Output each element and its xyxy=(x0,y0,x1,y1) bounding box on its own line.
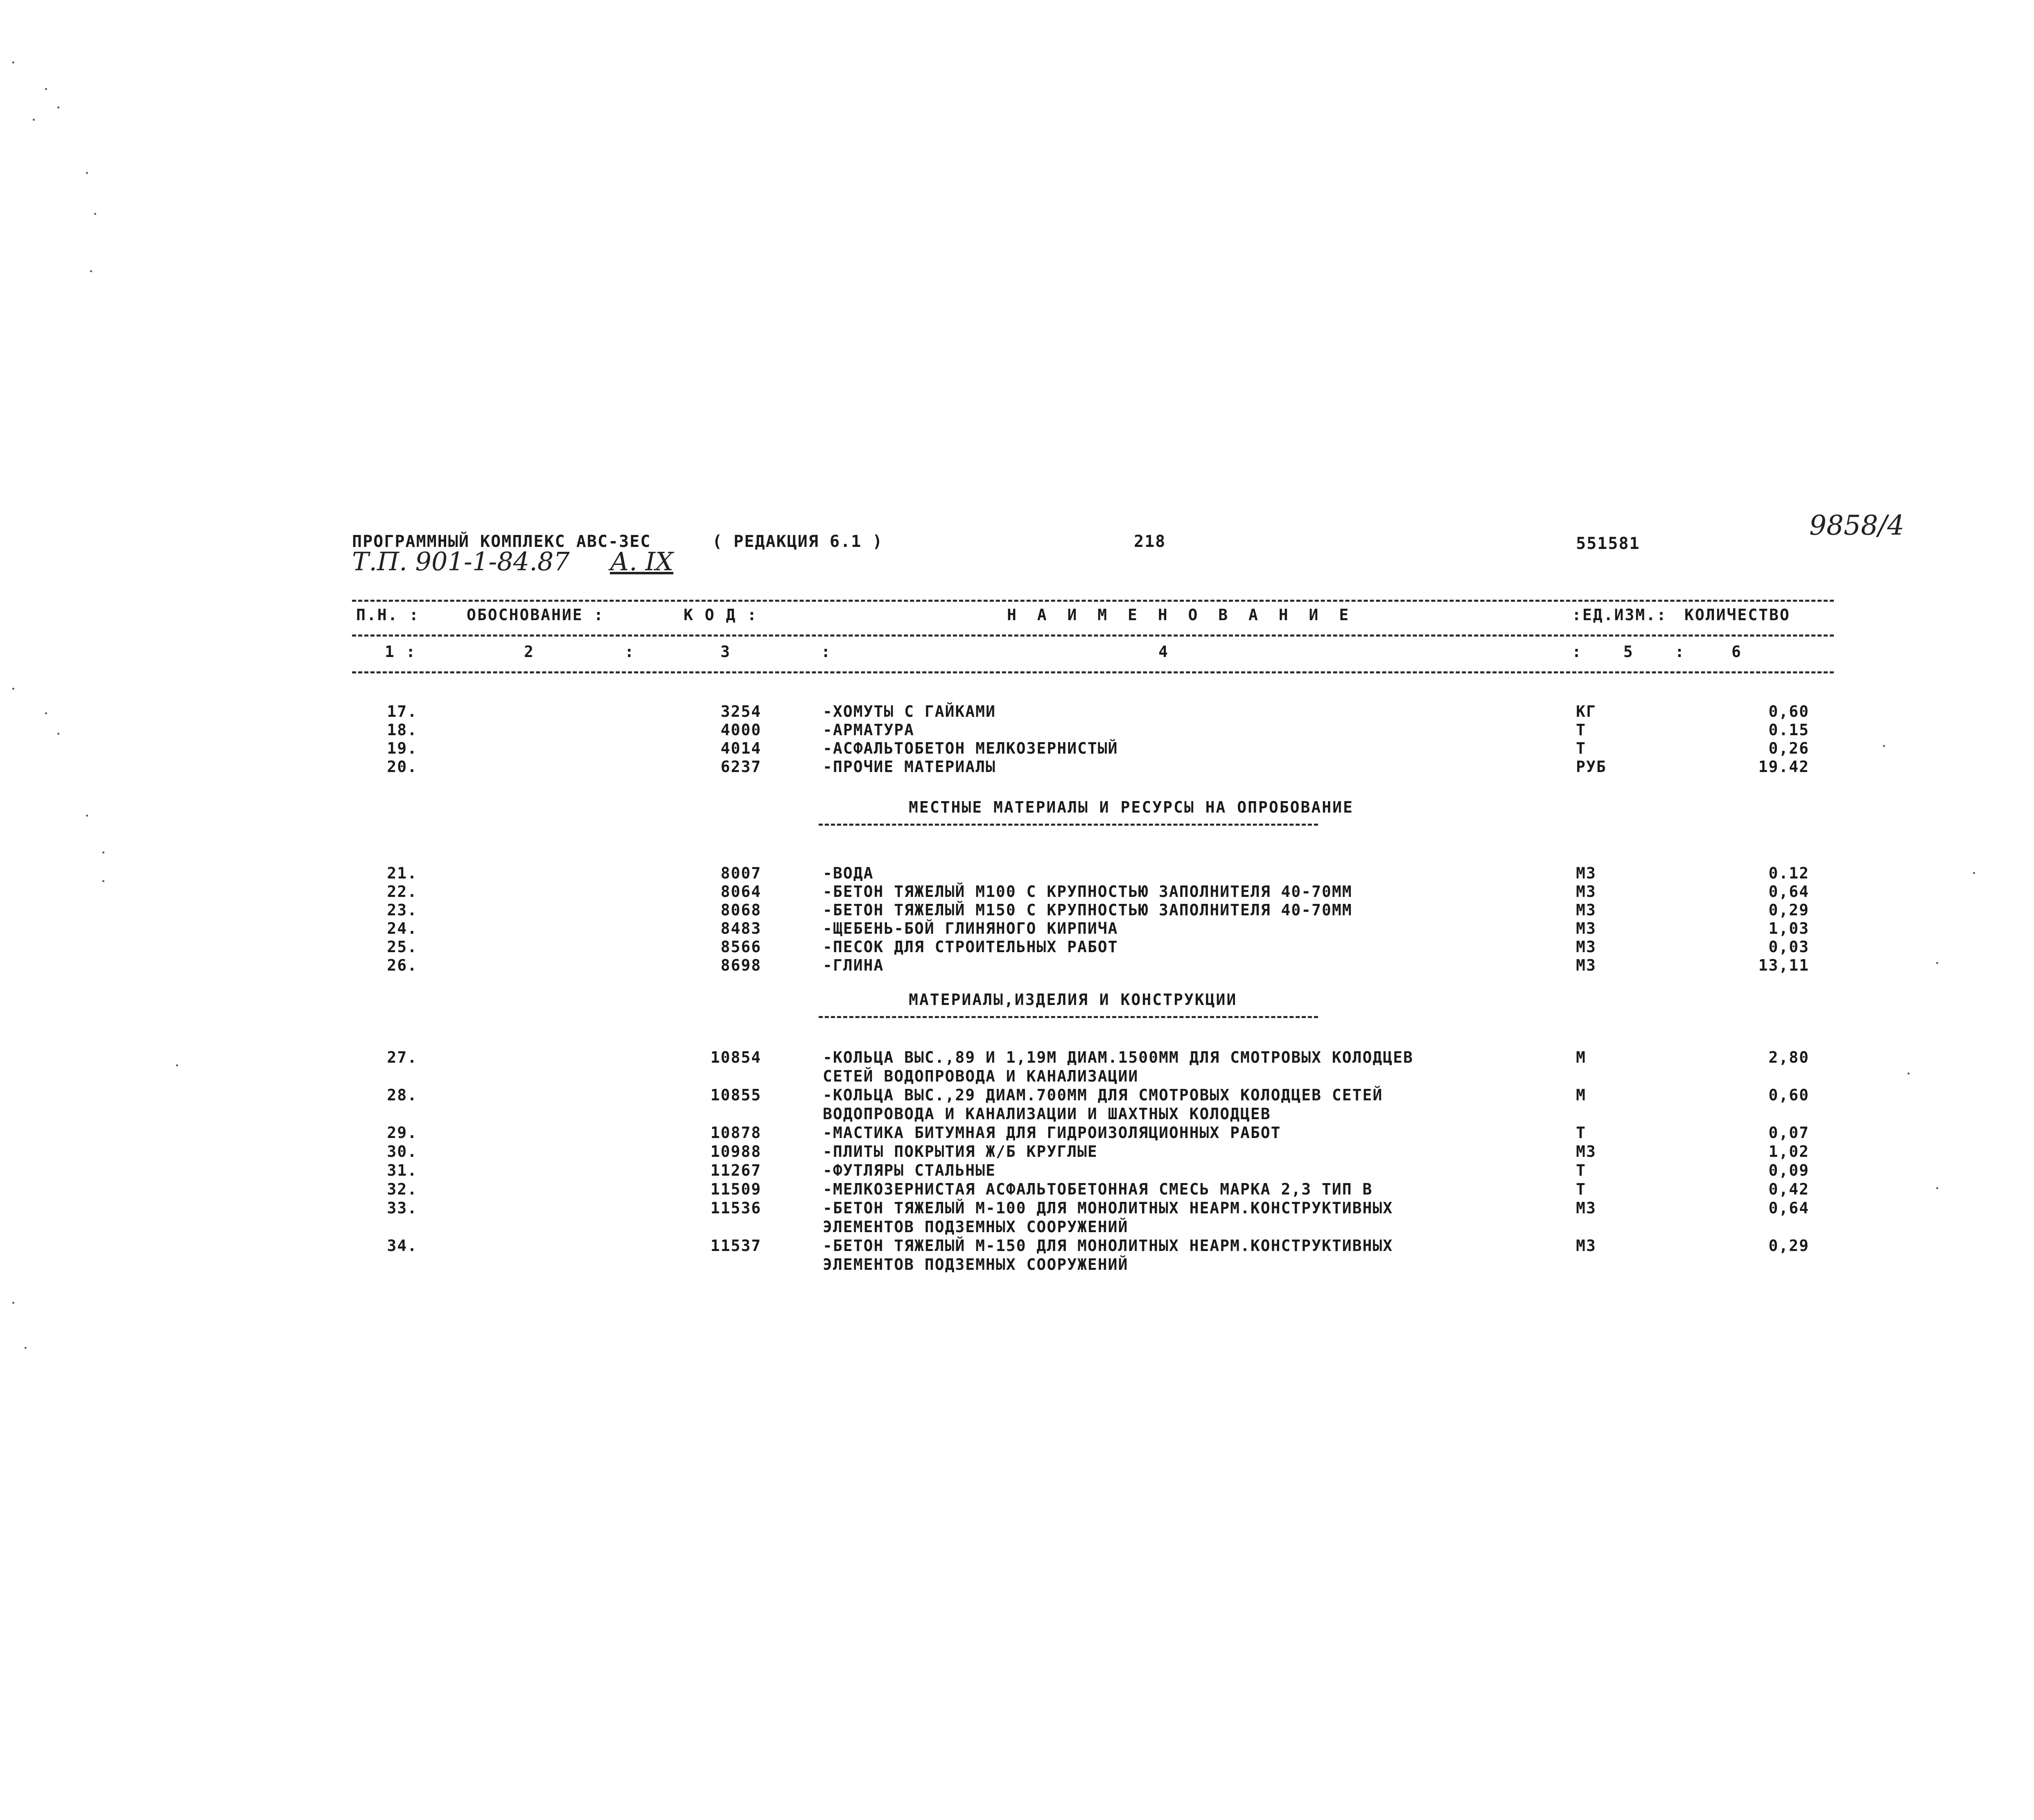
row-quantity: 0,60 xyxy=(1768,702,1809,720)
row-name: -ХОМУТЫ С ГАЙКАМИ xyxy=(823,702,996,720)
row-unit: М xyxy=(1576,1086,1586,1104)
row-unit: Т xyxy=(1576,1161,1586,1179)
edition-label: ( РЕДАКЦИЯ 6.1 ) xyxy=(712,532,883,551)
col-number-6: 6 xyxy=(1731,643,1742,661)
table-row xyxy=(0,720,2034,739)
row-number: 28. xyxy=(387,1086,418,1104)
page-number: 218 xyxy=(1134,532,1166,551)
row-unit: Т xyxy=(1576,739,1586,757)
row-name: -АСФАЛЬТОБЕТОН МЕЛКОЗЕРНИСТЫЙ xyxy=(823,739,1118,757)
doc-code: 551581 xyxy=(1576,534,1640,553)
row-number: 33. xyxy=(387,1199,418,1217)
row-name: -БЕТОН ТЯЖЕЛЫЙ М100 С КРУПНОСТЬЮ ЗАПОЛНИТЕЛЯ 40-70ММ xyxy=(823,883,1352,901)
table-row xyxy=(0,956,2034,975)
row-name-continuation: СЕТЕЙ ВОДОПРОВОДА И КАНАЛИЗАЦИИ xyxy=(823,1067,1139,1085)
row-name-continuation: ЭЛЕМЕНТОВ ПОДЗЕМНЫХ СООРУЖЕНИЙ xyxy=(823,1255,1129,1274)
row-unit: М3 xyxy=(1576,901,1596,919)
handwritten-sheet-mark: 9858/4 xyxy=(1809,510,1905,541)
table-row xyxy=(0,1180,2034,1199)
row-number: 32. xyxy=(387,1180,418,1198)
row-unit: Т xyxy=(1576,721,1586,739)
row-unit: М3 xyxy=(1576,956,1596,974)
table-row xyxy=(0,1161,2034,1180)
row-quantity: 0.15 xyxy=(1768,721,1809,739)
col-header-pn: П.Н. : xyxy=(356,606,420,624)
row-number: 34. xyxy=(387,1237,418,1255)
row-quantity: 0,09 xyxy=(1768,1161,1809,1179)
table-row xyxy=(0,1236,2034,1274)
row-unit: М3 xyxy=(1576,864,1596,882)
row-name: -БЕТОН ТЯЖЕЛЫЙ М150 С КРУПНОСТЬЮ ЗАПОЛНИТЕЛЯ 40-70ММ xyxy=(823,901,1352,919)
row-name: -ЩЕБЕНЬ-БОЙ ГЛИНЯНОГО КИРПИЧА xyxy=(823,919,1118,937)
row-code: 8483 xyxy=(720,919,761,937)
scan-speck xyxy=(102,851,104,854)
row-code: 11509 xyxy=(710,1180,761,1198)
scan-speck xyxy=(45,88,47,90)
row-number: 29. xyxy=(387,1124,418,1142)
row-unit: М3 xyxy=(1576,1237,1596,1255)
scan-speck xyxy=(90,270,92,272)
row-name-continuation: ЭЛЕМЕНТОВ ПОДЗЕМНЫХ СООРУЖЕНИЙ xyxy=(823,1218,1129,1236)
row-code: 11267 xyxy=(710,1161,761,1179)
col-header-basis: ОБОСНОВАНИЕ : xyxy=(467,606,605,624)
row-unit: М3 xyxy=(1576,883,1596,901)
row-name: -ПЕСОК ДЛЯ СТРОИТЕЛЬНЫХ РАБОТ xyxy=(823,938,1118,956)
row-quantity: 0,29 xyxy=(1768,1237,1809,1255)
row-code: 10878 xyxy=(710,1124,761,1142)
row-unit: Т xyxy=(1576,1180,1586,1198)
row-quantity: 13,11 xyxy=(1758,956,1809,974)
row-quantity: 0.12 xyxy=(1768,864,1809,882)
row-number: 24. xyxy=(387,919,418,937)
section-title-local-materials: МЕСТНЫЕ МАТЕРИАЛЫ И РЕСУРСЫ НА ОПРОБОВАНИЕ xyxy=(909,798,1354,816)
scan-speck xyxy=(12,61,14,63)
row-code: 8064 xyxy=(720,883,761,901)
col-number-4: 4 xyxy=(1158,643,1169,661)
table-top-rule xyxy=(352,600,1834,602)
row-code: 8566 xyxy=(720,938,761,956)
row-name: -БЕТОН ТЯЖЕЛЫЙ М-100 ДЛЯ МОНОЛИТНЫХ НЕАРМ.КОНСТРУКТИВНЫХ xyxy=(823,1199,1393,1217)
row-quantity: 0,26 xyxy=(1768,739,1809,757)
row-unit: РУБ xyxy=(1576,758,1607,776)
row-quantity: 0,07 xyxy=(1768,1124,1809,1142)
row-number: 19. xyxy=(387,739,418,757)
table-row xyxy=(0,739,2034,758)
row-number: 20. xyxy=(387,758,418,776)
row-unit: М3 xyxy=(1576,1199,1596,1217)
row-name-continuation: ВОДОПРОВОДА И КАНАЛИЗАЦИИ И ШАХТНЫХ КОЛОДЦЕВ xyxy=(823,1105,1271,1123)
row-quantity: 2,80 xyxy=(1768,1048,1809,1066)
row-code: 6237 xyxy=(720,758,761,776)
scan-speck xyxy=(12,1302,14,1304)
table-row xyxy=(0,919,2034,938)
row-number: 31. xyxy=(387,1161,418,1179)
row-number: 23. xyxy=(387,901,418,919)
col-number-2: 2 : xyxy=(524,643,675,661)
table-row xyxy=(0,1086,2034,1123)
row-code: 8007 xyxy=(720,864,761,882)
row-code: 4000 xyxy=(720,721,761,739)
row-code: 10988 xyxy=(710,1143,761,1161)
table-row xyxy=(0,901,2034,919)
row-quantity: 1,02 xyxy=(1768,1143,1809,1161)
row-name: -МЕЛКОЗЕРНИСТАЯ АСФАЛЬТОБЕТОННАЯ СМЕСЬ МАРКА 2,3 ТИП В xyxy=(823,1180,1373,1198)
handwritten-album-number: А. IX xyxy=(610,546,673,576)
row-code: 8068 xyxy=(720,901,761,919)
col-number-1: 1 : xyxy=(385,643,417,661)
table-row xyxy=(0,937,2034,956)
col-number-3: 3 : xyxy=(720,643,871,661)
row-quantity: 1,03 xyxy=(1768,919,1809,937)
row-quantity: 0,29 xyxy=(1768,901,1809,919)
table-row xyxy=(0,1123,2034,1142)
table-row xyxy=(0,864,2034,883)
row-number: 25. xyxy=(387,938,418,956)
row-number: 30. xyxy=(387,1143,418,1161)
scan-speck xyxy=(94,213,96,215)
row-number: 22. xyxy=(387,883,418,901)
row-name: -БЕТОН ТЯЖЕЛЫЙ М-150 ДЛЯ МОНОЛИТНЫХ НЕАРМ.КОНСТРУКТИВНЫХ xyxy=(823,1237,1393,1255)
row-name: -МАСТИКА БИТУМНАЯ ДЛЯ ГИДРОИЗОЛЯЦИОННЫХ РАБОТ xyxy=(823,1124,1281,1142)
table-row xyxy=(0,882,2034,901)
row-number: 18. xyxy=(387,721,418,739)
col-header-quantity: КОЛИЧЕСТВО xyxy=(1684,606,1790,624)
section-underline xyxy=(819,1016,1318,1018)
col-number-5: : 5 : xyxy=(1572,643,1701,661)
row-number: 26. xyxy=(387,956,418,974)
scan-speck xyxy=(86,172,88,174)
row-code: 11537 xyxy=(710,1237,761,1255)
row-quantity: 0,42 xyxy=(1768,1180,1809,1198)
row-name: -КОЛЬЦА ВЫС.,29 ДИАМ.700ММ ДЛЯ СМОТРОВЫХ КОЛОДЦЕВ СЕТЕЙ xyxy=(823,1086,1383,1104)
row-unit: Т xyxy=(1576,1124,1586,1142)
scan-speck xyxy=(86,815,88,817)
table-header-rule xyxy=(352,635,1834,637)
row-quantity: 0,60 xyxy=(1768,1086,1809,1104)
row-number: 21. xyxy=(387,864,418,882)
row-name: -ГЛИНА xyxy=(823,956,884,974)
row-code: 10855 xyxy=(710,1086,761,1104)
row-quantity: 19.42 xyxy=(1758,758,1809,776)
col-header-code: К О Д : xyxy=(684,606,758,624)
table-row xyxy=(0,1199,2034,1236)
row-number: 27. xyxy=(387,1048,418,1066)
scan-speck xyxy=(33,119,35,121)
col-header-unit: :ЕД.ИЗМ.: xyxy=(1572,606,1667,624)
row-unit: М3 xyxy=(1576,919,1596,937)
row-name: -АРМАТУРА xyxy=(823,721,914,739)
row-code: 10854 xyxy=(710,1048,761,1066)
scan-speck xyxy=(57,106,59,108)
row-unit: М xyxy=(1576,1048,1586,1066)
row-code: 11536 xyxy=(710,1199,761,1217)
table-row xyxy=(0,757,2034,776)
table-header-bottom-rule xyxy=(352,671,1834,673)
row-quantity: 0,64 xyxy=(1768,1199,1809,1217)
row-quantity: 0,03 xyxy=(1768,938,1809,956)
row-code: 8698 xyxy=(720,956,761,974)
handwritten-project-number: Т.П. 901-1-84.87 xyxy=(352,546,570,576)
row-number: 17. xyxy=(387,702,418,720)
table-row xyxy=(0,702,2034,721)
row-unit: М3 xyxy=(1576,1143,1596,1161)
col-header-name: Н А И М Е Н О В А Н И Е xyxy=(1007,606,1354,624)
section-title-materials-products: МАТЕРИАЛЫ,ИЗДЕЛИЯ И КОНСТРУКЦИИ xyxy=(909,991,1237,1009)
row-name: -ПРОЧИЕ МАТЕРИАЛЫ xyxy=(823,758,996,776)
scan-speck xyxy=(12,688,14,690)
table-row xyxy=(0,1142,2034,1161)
row-code: 3254 xyxy=(720,702,761,720)
row-code: 4014 xyxy=(720,739,761,757)
section-underline xyxy=(819,824,1318,826)
program-name: ПРОГРАММНЫЙ КОМПЛЕКС АВС-3ЕС xyxy=(352,532,651,551)
row-unit: М3 xyxy=(1576,938,1596,956)
row-name: -ВОДА xyxy=(823,864,874,882)
scan-speck xyxy=(25,1347,27,1349)
row-quantity: 0,64 xyxy=(1768,883,1809,901)
table-row xyxy=(0,1048,2034,1086)
row-name: -КОЛЬЦА ВЫС.,89 И 1,19М ДИАМ.1500ММ ДЛЯ СМОТРОВЫХ КОЛОДЦЕВ xyxy=(823,1048,1413,1066)
row-unit: КГ xyxy=(1576,702,1596,720)
row-name: -ПЛИТЫ ПОКРЫТИЯ Ж/Б КРУГЛЫЕ xyxy=(823,1143,1098,1161)
row-name: -ФУТЛЯРЫ СТАЛЬНЫЕ xyxy=(823,1161,996,1179)
